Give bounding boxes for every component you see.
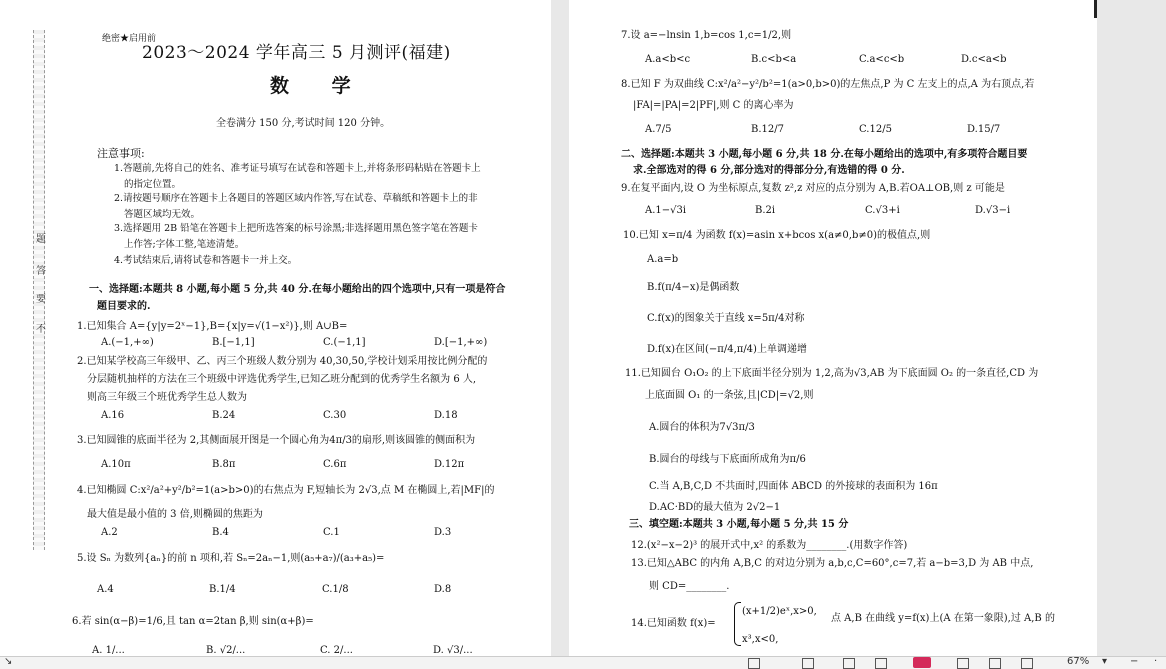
option: C.6π [323, 459, 347, 470]
question-stem: 14.已知函数 f(x)= [631, 618, 716, 629]
option: D.f(x)在区间(−π/4,π/4)上单调递增 [647, 344, 807, 355]
notice-heading: 注意事项: [97, 147, 145, 160]
option: B.12/7 [751, 124, 784, 135]
single-page-icon[interactable] [843, 658, 855, 669]
option: A.1−√3i [645, 205, 687, 216]
option: B.1/4 [209, 584, 236, 595]
question-stem: 则 CD=________. [649, 581, 730, 592]
question-stem: |FA|=|PA|=2|PF|,则 C 的离心率为 [633, 100, 794, 111]
notice-line: 的指定位置。 [124, 179, 182, 190]
gutter-mark: 要 [36, 294, 46, 305]
piecewise-case: (x+1/2)eˣ,x>0, [742, 606, 817, 617]
option: D. √3/... [433, 645, 473, 656]
option: A.圆台的体积为7√3π/3 [649, 422, 755, 433]
fit-width-icon[interactable] [989, 658, 1001, 669]
question-stem: 则高三年级三个班优秀学生总人数为 [87, 392, 247, 403]
option: D.15/7 [967, 124, 1001, 135]
option: A.2 [101, 527, 118, 538]
question-stem: 4.已知椭圆 C:x²/a²+y²/b²=1(a>b>0)的右焦点为 F,短轴长为 2√3,点 M 在椭圆上,若|MF|的 [77, 485, 495, 496]
question-stem: 12.(x²−x−2)³ 的展开式中,x² 的系数为________.(用数字作答) [631, 540, 908, 551]
option: B.8π [212, 459, 236, 470]
play-icon[interactable] [913, 657, 931, 668]
option: B.f(π/4−x)是偶函数 [647, 282, 740, 293]
question-stem: 分层随机抽样的方法在三个班级中评选优秀学生,已知乙班分配到的优秀学生名额为 6 人, [87, 374, 477, 385]
question-stem: 10.已知 x=π/4 为函数 f(x)=asin x+bcos x(a≠0,b≠0)的极值点,则 [623, 230, 931, 241]
question-stem: 上底面圆 O₁ 的一条弦,且|CD|=√2,则 [645, 390, 814, 401]
option: D.√3−i [975, 205, 1011, 216]
option: C. 2/... [320, 645, 353, 656]
question-stem: 9.在复平面内,设 O 为坐标原点,复数 z²,z 对应的点分别为 A,B.若OA⊥OB,则 z 可能是 [621, 183, 1005, 194]
section-heading: 二、选择题:本题共 3 小题,每小题 6 分,共 18 分.在每小题给出的选项中,有多项符合题目要 [621, 149, 1028, 160]
option: A.16 [101, 410, 125, 421]
question-stem: 7.设 a=−lnsin 1,b=cos 1,c=1/2,则 [621, 30, 792, 41]
zoom-level[interactable]: 67% [1067, 656, 1090, 667]
option: D.18 [434, 410, 458, 421]
page-left [0, 0, 551, 657]
option: B.[−1,1] [212, 337, 255, 348]
option: B.圆台的母线与下底面所成角为π/6 [649, 454, 806, 465]
gutter-mark: 不 [36, 324, 46, 335]
fit-page-icon[interactable] [1021, 658, 1033, 669]
notice-line: 上作答;字体工整,笔迹清楚。 [124, 239, 245, 250]
document-title: 2023～2024 学年高三 5 月测评(福建) [142, 43, 451, 63]
option: C.当 A,B,C,D 不共面时,四面体 ABCD 的外接球的表面积为 16π [649, 481, 938, 492]
option: D.AC·BD的最大值为 2√2−1 [649, 502, 781, 513]
zoom-dropdown-icon[interactable]: ▾ [1102, 656, 1108, 667]
section-heading: 题目要求的. [97, 301, 151, 312]
collapse-icon[interactable]: ↘ [4, 656, 13, 667]
notice-line: 1.答题前,先将自己的姓名、准考证号填写在试卷和答题卡上,并将条形码粘贴在答题卡上 [114, 163, 481, 174]
option: D.c<a<b [961, 54, 1007, 65]
option: B. √2/... [206, 645, 246, 656]
question-stem: 6.若 sin(α−β)=1/6,且 tan α=2tan β,则 sin(α+β)= [72, 616, 314, 627]
page-edge-mark [1094, 0, 1097, 18]
option: A.10π [101, 459, 131, 470]
question-stem: 1.已知集合 A={y|y=2ˣ−1},B={x|y=√(1−x²)},则 A∪B= [77, 321, 348, 332]
option: A.4 [97, 584, 114, 595]
exam-info: 全卷满分 150 分,考试时间 120 分钟。 [216, 118, 391, 129]
option: C.f(x)的图象关于直线 x=5π/4对称 [647, 313, 805, 324]
option: A.7/5 [645, 124, 672, 135]
vertical-scrollbar[interactable] [1140, 0, 1166, 657]
piecewise-case: x³,x<0, [742, 634, 779, 645]
option: B.24 [212, 410, 236, 421]
notice-line: 4.考试结束后,请将试卷和答题卡一并上交。 [114, 255, 298, 266]
section-heading: 求.全部选对的得 6 分,部分选对的得部分分,有选错的得 0 分. [633, 165, 905, 176]
option: A. 1/... [92, 645, 125, 656]
option: C.√3+i [865, 205, 900, 216]
option: C.a<c<b [859, 54, 905, 65]
book-icon[interactable] [957, 658, 969, 669]
two-page-icon[interactable] [875, 658, 887, 669]
question-stem: 3.已知圆锥的底面半径为 2,其侧面展开图是一个圆心角为4π/3的扇形,则该圆锥的侧面积为 [77, 435, 476, 446]
option: C.30 [323, 410, 347, 421]
option: C.1 [323, 527, 340, 538]
question-stem: 5.设 Sₙ 为数列{aₙ}的前 n 项和,若 Sₙ=2aₙ−1,则(a₅+a₇)/(a₃+a₅)= [77, 553, 385, 564]
question-stem: 11.已知圆台 O₁O₂ 的上下底面半径分别为 1,2,高为√3,AB 为下底面圆 O₂ 的一条直径,CD 为 [625, 368, 1039, 379]
reading-mode-icon[interactable] [748, 658, 760, 669]
option: A.a<b<c [645, 54, 691, 65]
option: B.4 [212, 527, 229, 538]
option: D.12π [434, 459, 465, 470]
zoom-slider[interactable]: · [1154, 656, 1158, 667]
option: D.[−1,+∞) [434, 337, 488, 348]
question-stem: 最大值是最小值的 3 倍,则椭圆的焦距为 [87, 509, 263, 520]
option: C.12/5 [859, 124, 892, 135]
option: C.(−1,1] [323, 337, 366, 348]
notice-line: 答题区域均无效。 [124, 209, 201, 220]
option: D.3 [434, 527, 452, 538]
page-view-icon[interactable] [802, 658, 814, 669]
gutter-mark: 答 [36, 266, 46, 277]
status-bar [0, 656, 1166, 669]
option: A.(−1,+∞) [101, 337, 154, 348]
question-stem: 13.已知△ABC 的内角 A,B,C 的对边分别为 a,b,c,C=60°,c=7,若 a−b=3,D 为 AB 中点, [631, 558, 1034, 569]
option: D.8 [434, 584, 452, 595]
section-heading: 三、填空题:本题共 3 小题,每小题 5 分,共 15 分 [629, 519, 849, 530]
option: C.1/8 [322, 584, 349, 595]
question-stem: 2.已知某学校高三年级甲、乙、丙三个班级人数分别为 40,30,50,学校计划采用按比例分配的 [77, 356, 488, 367]
gutter-mark: 题 [36, 234, 46, 245]
page-right [569, 0, 1097, 657]
zoom-out-icon[interactable]: − [1130, 656, 1139, 667]
notice-line: 2.请按题号顺序在答题卡上各题目的答题区域内作答,写在试卷、草稿纸和答题卡上的非 [114, 193, 478, 204]
notice-line: 3.选择题用 2B 铅笔在答题卡上把所选答案的标号涂黑;非选择题用黑色签字笔在答题卡 [114, 223, 478, 234]
question-stem: 点 A,B 在曲线 y=f(x)上(A 在第一象限),过 A,B 的 [831, 613, 1055, 624]
option: B.2i [755, 205, 776, 216]
question-stem: 8.已知 F 为双曲线 C:x²/a²−y²/b²=1(a>0,b>0)的左焦点,P 为 C 左支上的点,A 为右顶点,若 [621, 79, 1035, 90]
piecewise-brace [734, 602, 741, 646]
section-heading: 一、选择题:本题共 8 小题,每小题 5 分,共 40 分.在每小题给出的四个选项中,只有一项是符合 [89, 284, 506, 295]
option: B.c<b<a [751, 54, 797, 65]
subject-title: 数 学 [270, 75, 369, 97]
secret-label: 绝密★启用前 [102, 34, 157, 44]
option: A.a=b [647, 254, 679, 265]
